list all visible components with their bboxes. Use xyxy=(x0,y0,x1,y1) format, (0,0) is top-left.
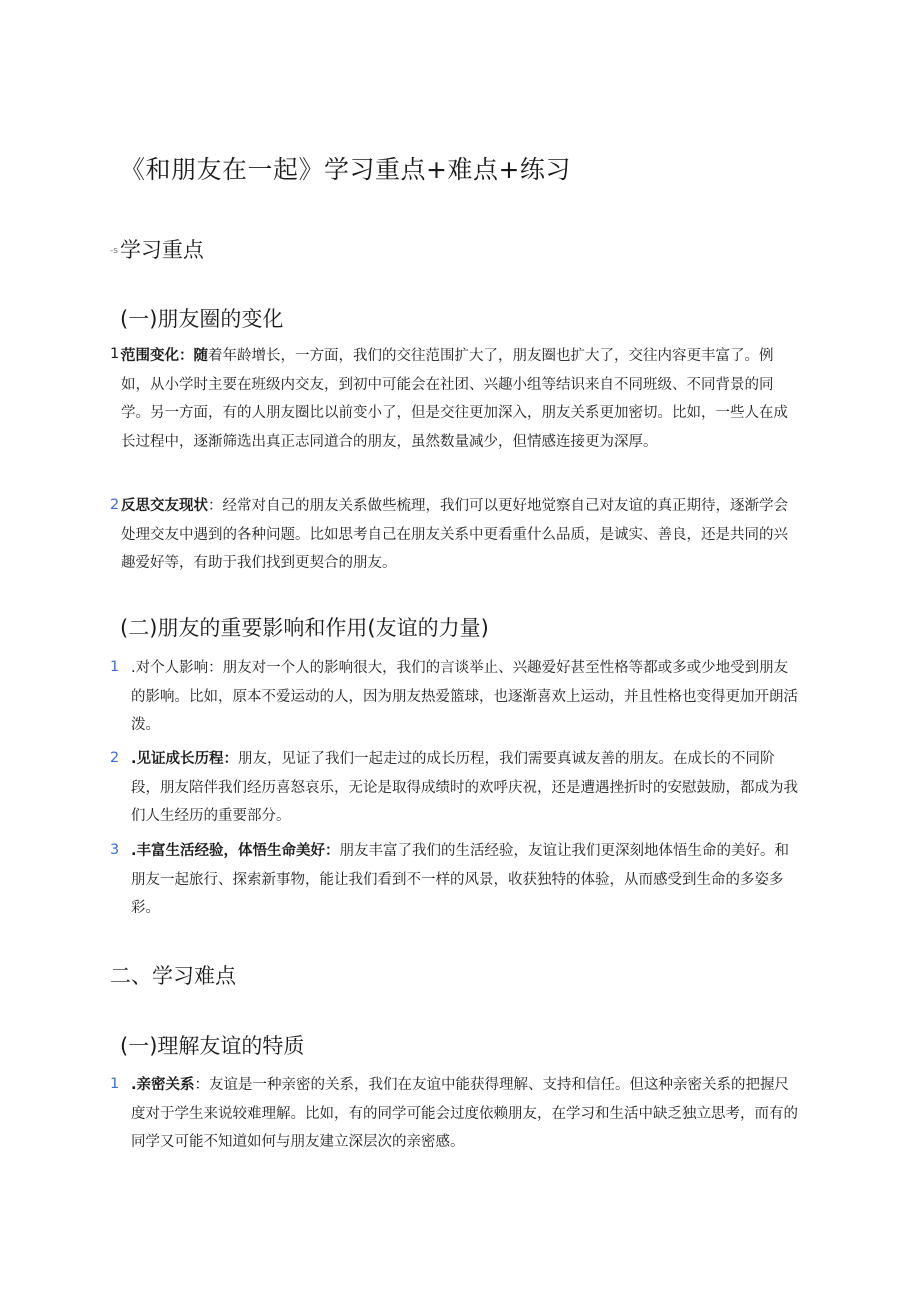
item-text: 朋友丰富了我们的生活经验，友谊让我们更深刻地体悟生命的美好。和朋友一起旅行、探索新事物，能让我们看到不一样的风景，收获独特的体验，从而感受到生命的多姿多彩。 xyxy=(131,843,790,916)
section-heading-key-points xyxy=(110,234,204,264)
list-item xyxy=(131,745,801,831)
list-number: 2 xyxy=(110,497,120,513)
list-number: 2 xyxy=(110,750,120,766)
item-text: ：经常对自己的朋友关系做些梳理，我们可以更好地觉察自己对友谊的真正期待，逐渐学会处理交友中遇到的各种问题。比如思考自己在朋友关系中更看重什么品质，是诚实、善良，还是共同的兴趣爱好等，有助于我们找到更契合的朋友。 xyxy=(121,498,788,571)
item-text: 朋友，见证了我们一起走过的成长历程，我们需要真诚友善的朋友。在成长的不同阶段，朋友陪伴我们经历喜怒哀乐，无论是取得成绩时的欢呼庆祝，还是遭遇挫折时的安慰鼓励，都成为我们人生经历的重要部分。 xyxy=(131,751,798,824)
section-heading-text: 学习重点 xyxy=(119,238,204,262)
item-text: 着年龄增长，一方面，我们的交往范围扩大了，朋友圈也扩大了，交往内容更丰富了。例如，从小学时主要在班级内交友，到初中可能会在社团、兴趣小组等结识来自不同班级、不同背景的同学。另一方面，有的人朋友圈比以前变小了，但是交往更加深入，朋友关系更加密切。比如，一些人在成长过程中，逐渐筛选出真正志同道合的朋友，虽然数量减少，但情感连接更为深厚。 xyxy=(121,348,788,450)
section-heading-difficulties: 二、学习难点 xyxy=(110,964,236,988)
list-item xyxy=(131,1071,801,1157)
item-bold-lead: .亲密关系 xyxy=(131,1077,195,1093)
list-number: 1 xyxy=(110,659,120,675)
list-number: 1· xyxy=(110,346,124,362)
item-text: .对个人影响：朋友对一个人的影响很大，我们的言谈举止、兴趣爱好甚至性格等都或多或少地受到朋友的影响。比如，原本不爱运动的人，因为朋友热爱篮球，也逐渐喜欢上运动，并且性格也变得更加开朗活泼。 xyxy=(131,660,798,733)
list-number: 3 xyxy=(110,842,120,858)
section-prefix: -s xyxy=(110,246,118,256)
list-item xyxy=(121,342,801,456)
item-bold-lead: .丰富生活经验，体悟生命美好： xyxy=(131,843,340,859)
list-item xyxy=(131,837,801,923)
subsection-heading-circle-change: (一)朋友圈的变化 xyxy=(120,307,284,331)
item-bold-lead: .见证成长历程： xyxy=(131,751,239,767)
subsection-heading-friendship-traits: (一)理解友谊的特质 xyxy=(120,1034,305,1058)
item-text: ：友谊是一种亲密的关系，我们在友谊中能获得理解、支持和信任。但这种亲密关系的把握尺度对于学生来说较难理解。比如，有的同学可能会过度依赖朋友，在学习和生活中缺乏独立思考，而有的同学又可能不知道如何与朋友建立深层次的亲密感。 xyxy=(131,1077,798,1150)
document-title: 《和朋友在一起》学习重点+难点+练习 xyxy=(120,155,571,184)
item-bold-lead: 反思交友现状 xyxy=(121,498,208,514)
item-bold-lead: 范围变化：随 xyxy=(121,348,208,364)
subsection-heading-friend-influence: (二)朋友的重要影响和作用(友谊的力量) xyxy=(120,616,489,640)
list-item xyxy=(121,492,801,578)
list-item xyxy=(131,654,801,740)
list-number: 1 xyxy=(110,1076,120,1092)
